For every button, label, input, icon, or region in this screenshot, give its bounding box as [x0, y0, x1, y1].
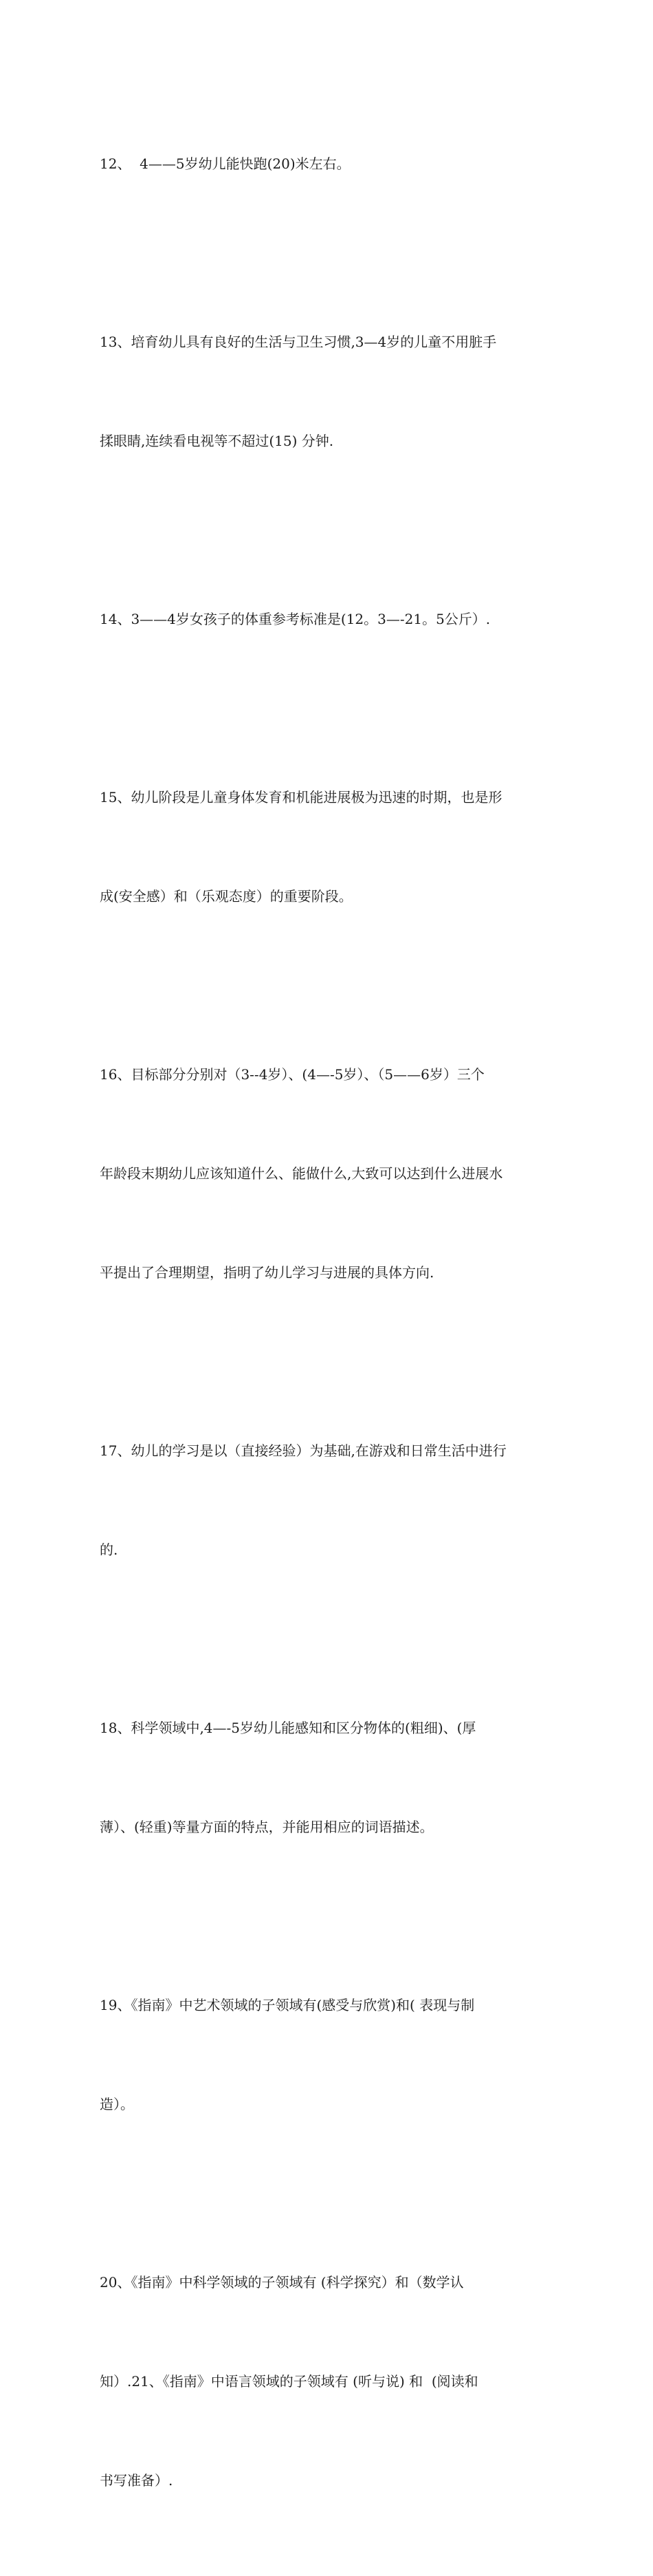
text-line: 平提出了合理期望，指明了幼儿学习与进展的具体方向. — [100, 1264, 434, 1281]
text-line: 18、科学领域中,4—-5岁幼儿能感知和区分物体的(粗细)、(厚 — [100, 1720, 476, 1736]
text-line: 19、《指南》中艺术领域的子领域有(感受与欣赏)和( 表现与制 — [100, 1997, 475, 2013]
question-18 — [100, 1645, 560, 1909]
text-line: 20、《指南》中科学领域的子领域有 (科学探究）和（数学认 — [100, 2274, 464, 2291]
text-line: 16、目标部分分别对（3--4岁）、(4—-5岁）、（5——6岁）三个 — [100, 1066, 485, 1083]
question-13 — [100, 259, 560, 523]
text-line: 14、3——4岁女孩子的体重参考标准是(12。3—-21。5公斤）. — [100, 611, 491, 627]
text-line: 年龄段末期幼儿应该知道什么、能做什么,大致可以达到什么进展水 — [100, 1165, 503, 1182]
text-line: 知）.21、《指南》中语言领域的子领域有 (听与说) 和 (阅读和 — [100, 2373, 478, 2390]
question-15 — [100, 715, 560, 979]
text-line: 15、幼儿阶段是儿童身体发育和机能进展极为迅速的时期，也是形 — [100, 789, 502, 805]
text-line: 的. — [100, 1541, 118, 1558]
text-line: 揉眼睛,连续看电视等不超过(15) 分钟. — [100, 433, 334, 449]
text-line: 12、 4——5岁幼儿能快跑(20)米左右。 — [100, 155, 351, 172]
text-line: 17、幼儿的学习是以（直接经验）为基础,在游戏和日常生活中进行 — [100, 1442, 507, 1459]
question-20-21 — [100, 2200, 560, 2563]
question-14 — [100, 537, 560, 702]
document-body — [100, 81, 560, 2576]
text-line: 成(安全感）和（乐观态度）的重要阶段。 — [100, 888, 353, 905]
text-line: 薄）、(轻重)等量方面的特点，并能用相应的词语描述。 — [100, 1819, 434, 1835]
question-19 — [100, 1923, 560, 2187]
question-12 — [100, 81, 560, 246]
text-line: 13、培育幼儿具有良好的生活与卫生习惯,3—4岁的儿童不用脏手 — [100, 334, 497, 350]
text-line: 造）。 — [100, 2096, 134, 2112]
text-line: 书写准备）. — [100, 2472, 173, 2489]
question-17 — [100, 1368, 560, 1632]
question-16 — [100, 992, 560, 1355]
